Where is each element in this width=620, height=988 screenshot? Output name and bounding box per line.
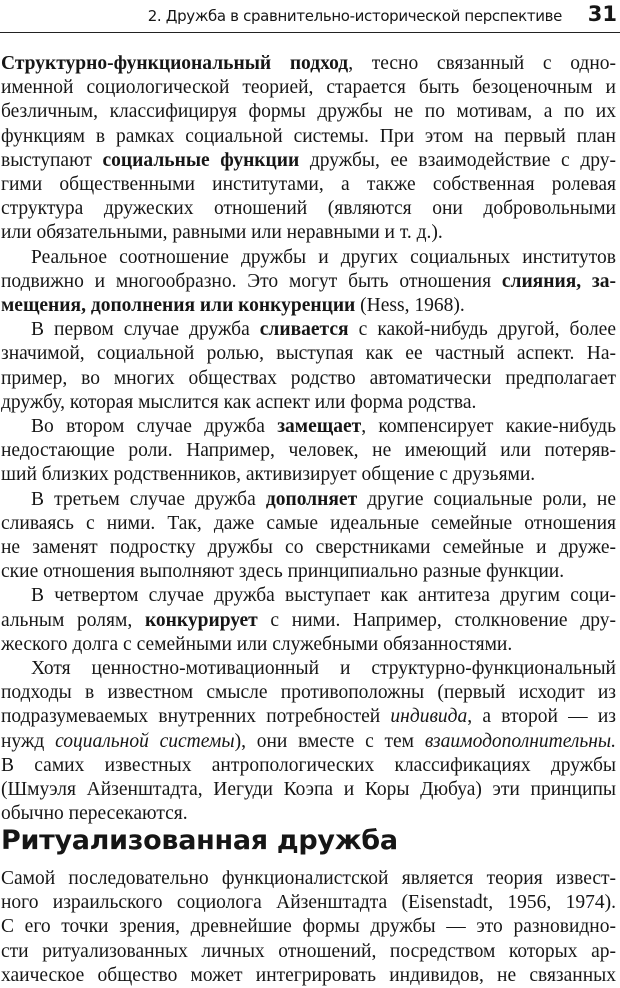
text-run: В самих известных антропологических классификациях дружбы <box>1 754 616 776</box>
text-line <box>1 964 616 988</box>
text-line <box>1 149 616 173</box>
text-line <box>1 536 616 560</box>
text-run: ший близких родственников, активизирует общение с друзьями. <box>1 464 536 486</box>
text-line <box>1 173 616 197</box>
text-line <box>1 754 616 778</box>
text-line <box>1 415 616 439</box>
text-run: дружбы, ее взаимодействие с дру- <box>299 149 616 171</box>
text-run: нужд <box>1 730 56 752</box>
text-run: функциям в рамках социальной системы. При этом на первый план <box>1 125 616 147</box>
text-run: другие социальные роли, не <box>357 488 616 510</box>
text-line <box>1 197 616 221</box>
italic-term: взаимодополнительны. <box>424 730 617 752</box>
text-run: В третьем случае дружба <box>31 488 266 510</box>
text-run: подвижно и многообразно. Это могут быть отношения <box>1 270 502 292</box>
section-text <box>1 867 616 988</box>
text-line <box>1 488 616 512</box>
text-line <box>1 221 616 245</box>
text-run: с ними. Например, столкновение дру- <box>257 609 616 631</box>
text-run: , а второй — из <box>467 706 616 728</box>
text-line <box>1 657 616 681</box>
text-run: ские отношения выполняют здесь принципиально разные функции. <box>1 561 565 583</box>
text-run: подразумеваемых внутренних потребностей <box>1 706 391 728</box>
text-run: именной социологической теорией, старается быть безоценочным и <box>1 77 616 99</box>
text-line <box>1 730 616 754</box>
text-run: , компенсирует какие-нибудь <box>361 416 616 438</box>
text-run: В четвертом случае дружба выступает как антитеза другим соци- <box>31 585 616 607</box>
paragraph <box>1 52 616 246</box>
text-line <box>1 584 616 608</box>
paragraph <box>1 415 616 488</box>
text-run: пример, во многих обществах родство автоматически предполагает <box>1 367 616 389</box>
text-line <box>1 391 616 415</box>
text-run: Самой последовательно функционалистской является теория извест- <box>1 868 616 889</box>
text-run: недостающие роли. Например, человек, не имеющий или потеряв- <box>1 440 616 462</box>
text-run: , тесно связанный с одно- <box>348 53 616 74</box>
bold-term: мещения, дополнения или конкуренции <box>1 295 356 317</box>
text-run: безличным, классифицируя формы дружбы не по мотивам, а по их <box>1 101 616 123</box>
paragraph <box>1 657 616 826</box>
paragraph <box>1 488 616 585</box>
italic-term: социальной системы <box>55 730 235 752</box>
text-run: не заменят подростку дружбы со сверстниками семейные и друже- <box>1 537 616 559</box>
text-line <box>1 270 616 294</box>
text-line <box>1 463 616 487</box>
text-line <box>1 940 616 964</box>
text-line <box>1 705 616 729</box>
text-run: подходы в известном смысле противоположны (первый исходит из <box>1 682 616 704</box>
bold-term: замещает <box>277 416 362 438</box>
text-run: Во втором случае дружба <box>31 416 278 438</box>
text-run: (Шмуэля Айзенштадта, Иегуди Коэпа и Коры Дюбуа) эти принципы <box>1 779 616 801</box>
bold-term: дополняет <box>265 488 358 510</box>
paragraph <box>1 246 616 319</box>
text-line <box>1 246 616 270</box>
section-heading: Ритуализованная дружба <box>1 825 398 856</box>
text-run: хаическое общество может интегрировать индивидов, не связанных <box>1 964 616 986</box>
text-line <box>1 125 616 149</box>
text-run: В первом случае дружба <box>31 319 260 341</box>
text-line <box>1 778 616 802</box>
text-line <box>1 76 616 100</box>
text-line <box>1 915 616 939</box>
text-run: значимой, социальной ролью, выступая как ее частный аспект. На- <box>1 343 616 365</box>
text-line <box>1 681 616 705</box>
text-line <box>1 802 616 826</box>
text-run: Хотя ценностно-мотивационный и структурно-функциональный <box>31 658 616 680</box>
header-rule <box>0 32 620 33</box>
text-line <box>1 609 616 633</box>
bold-term: Структурно-функциональный подход <box>1 53 349 74</box>
paragraph <box>1 584 616 657</box>
text-run: обычно пересекаются. <box>1 803 188 825</box>
text-line <box>1 318 616 342</box>
text-run: структура дружеских отношений (являются они добровольными <box>1 198 616 220</box>
text-run: с какой-нибудь другой, более <box>348 319 616 341</box>
bold-term: сливается <box>259 319 349 341</box>
text-run: альным ролям, <box>1 609 145 631</box>
text-run: (Hess, 1968). <box>355 295 465 317</box>
text-run: или обязательными, равными или неравными и т. д.). <box>1 222 443 244</box>
page-number: 31 <box>587 2 617 26</box>
text-line <box>1 342 616 366</box>
running-header <box>0 0 620 36</box>
text-line <box>1 560 616 584</box>
bold-term: слияния, за- <box>501 270 616 292</box>
italic-term: индивида <box>390 706 468 728</box>
paragraph <box>1 867 616 988</box>
bold-term: конкурирует <box>144 609 258 631</box>
text-run: сливаясь с ними. Так, даже самые идеальные семейные отношения <box>1 512 616 534</box>
body-text <box>1 52 616 827</box>
text-run: ), они вместе с тем <box>234 730 425 752</box>
text-line <box>1 439 616 463</box>
text-line <box>1 867 616 891</box>
text-run: ного израильского социолога Айзенштадта (Eisenstadt, 1956, 1974). <box>1 892 616 914</box>
paragraph <box>1 318 616 415</box>
text-run: выступают <box>1 149 103 171</box>
text-run: С его точки зрения, древнейшие формы дружбы — это разновидно- <box>1 916 616 938</box>
running-head-title: 2. Дружба в сравнительно-исторической перспективе <box>147 7 562 25</box>
text-line <box>1 633 616 657</box>
text-line <box>1 367 616 391</box>
text-line <box>1 891 616 915</box>
text-line <box>1 100 616 124</box>
text-run: жеского долга с семейными или служебными обязанностями. <box>1 633 513 655</box>
bold-term: социальные функции <box>102 149 300 171</box>
text-run: сти ритуализованных личных отношений, посредством которых ар- <box>1 940 616 962</box>
text-line <box>1 294 616 318</box>
text-run: Реальное соотношение дружбы и других социальных институтов <box>31 246 616 268</box>
text-line <box>1 512 616 536</box>
text-run: дружбу, которая мыслится как аспект или форма родства. <box>1 391 477 413</box>
text-line <box>1 52 616 76</box>
text-run: гими общественными институтами, а также собственная ролевая <box>1 174 616 196</box>
